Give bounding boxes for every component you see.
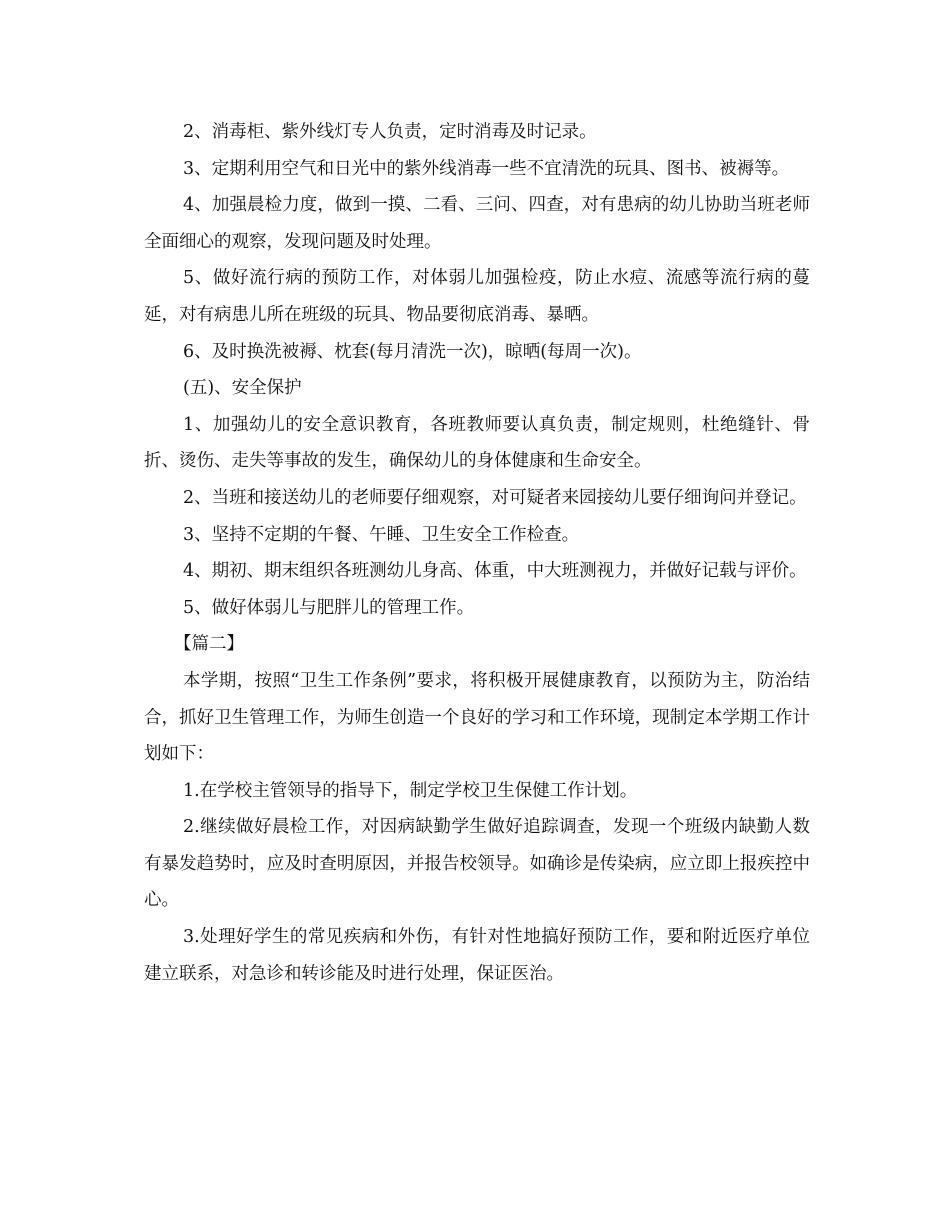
- paragraph-pickup-observation: 2、当班和接送幼儿的老师要仔细观察，对可疑者来园接幼儿要仔细询问并登记。: [183, 487, 807, 508]
- paragraph-weak-obese: 5、做好体弱儿与肥胖儿的管理工作。: [183, 597, 475, 618]
- paragraph-inspection: 3、坚持不定期的午餐、午睡、卫生安全工作检查。: [183, 524, 580, 545]
- paragraph-disinfection-cabinet: 2、消毒柜、紫外线灯专人负责，定时消毒及时记录。: [183, 122, 597, 142]
- document-body: [144, 114, 810, 992]
- paragraph-height-weight: 4、期初、期末组织各班测幼儿身高、体重，中大班测视力，并做好记载与评价。: [183, 561, 807, 582]
- section-heading-safety: (五)、安全保护: [183, 378, 302, 399]
- paragraph-bedding-washing: 6、及时换洗被褥、枕套(每月清洗一次)，晾晒(每周一次)。: [183, 341, 642, 362]
- paragraph-plan-item-2: 2.继续做好晨检工作，对因病缺勤学生做好追踪调查，发现一个班级内缺勤人数有暴发趋势时，应及时查明原因，并报告校领导。如确诊是传染病，应立即上报疾控中心。: [144, 817, 810, 911]
- paragraph-uv-disinfection: 3、定期利用空气和日光中的紫外线消毒一些不宜清洗的玩具、图书、被褥等。: [183, 158, 790, 179]
- paragraph-morning-check: 4、加强晨检力度，做到一摸、二看、三问、四查，对有患病的幼儿协助当班老师全面细心的观察，发现问题及时处理。: [144, 195, 810, 252]
- paragraph-plan-item-1: 1.在学校主管领导的指导下，制定学校卫生保健工作计划。: [183, 780, 638, 801]
- section-heading-part-two: 【篇二】: [174, 634, 244, 655]
- paragraph-semester-intro: 本学期，按照“卫生工作条例”要求，将积极开展健康教育，以预防为主，防治结合，抓好卫生管理工作，为师生创造一个良好的学习和工作环境，现制定本学期工作计划如下：: [144, 670, 810, 765]
- paragraph-plan-item-3: 3.处理好学生的常见疾病和外伤，有针对性地搞好预防工作，要和附近医疗单位建立联系，对急诊和转诊能及时进行处理，保证医治。: [144, 927, 810, 984]
- paragraph-safety-education: 1、加强幼儿的安全意识教育，各班教师要认真负责，制定规则，杜绝缝针、骨折、烫伤、走失等事故的发生，确保幼儿的身体健康和生命安全。: [144, 414, 810, 472]
- paragraph-epidemic-prevention: 5、做好流行病的预防工作，对体弱儿加强检疫，防止水痘、流感等流行病的蔓延，对有病患儿所在班级的玩具、物品要彻底消毒、暴晒。: [144, 268, 810, 325]
